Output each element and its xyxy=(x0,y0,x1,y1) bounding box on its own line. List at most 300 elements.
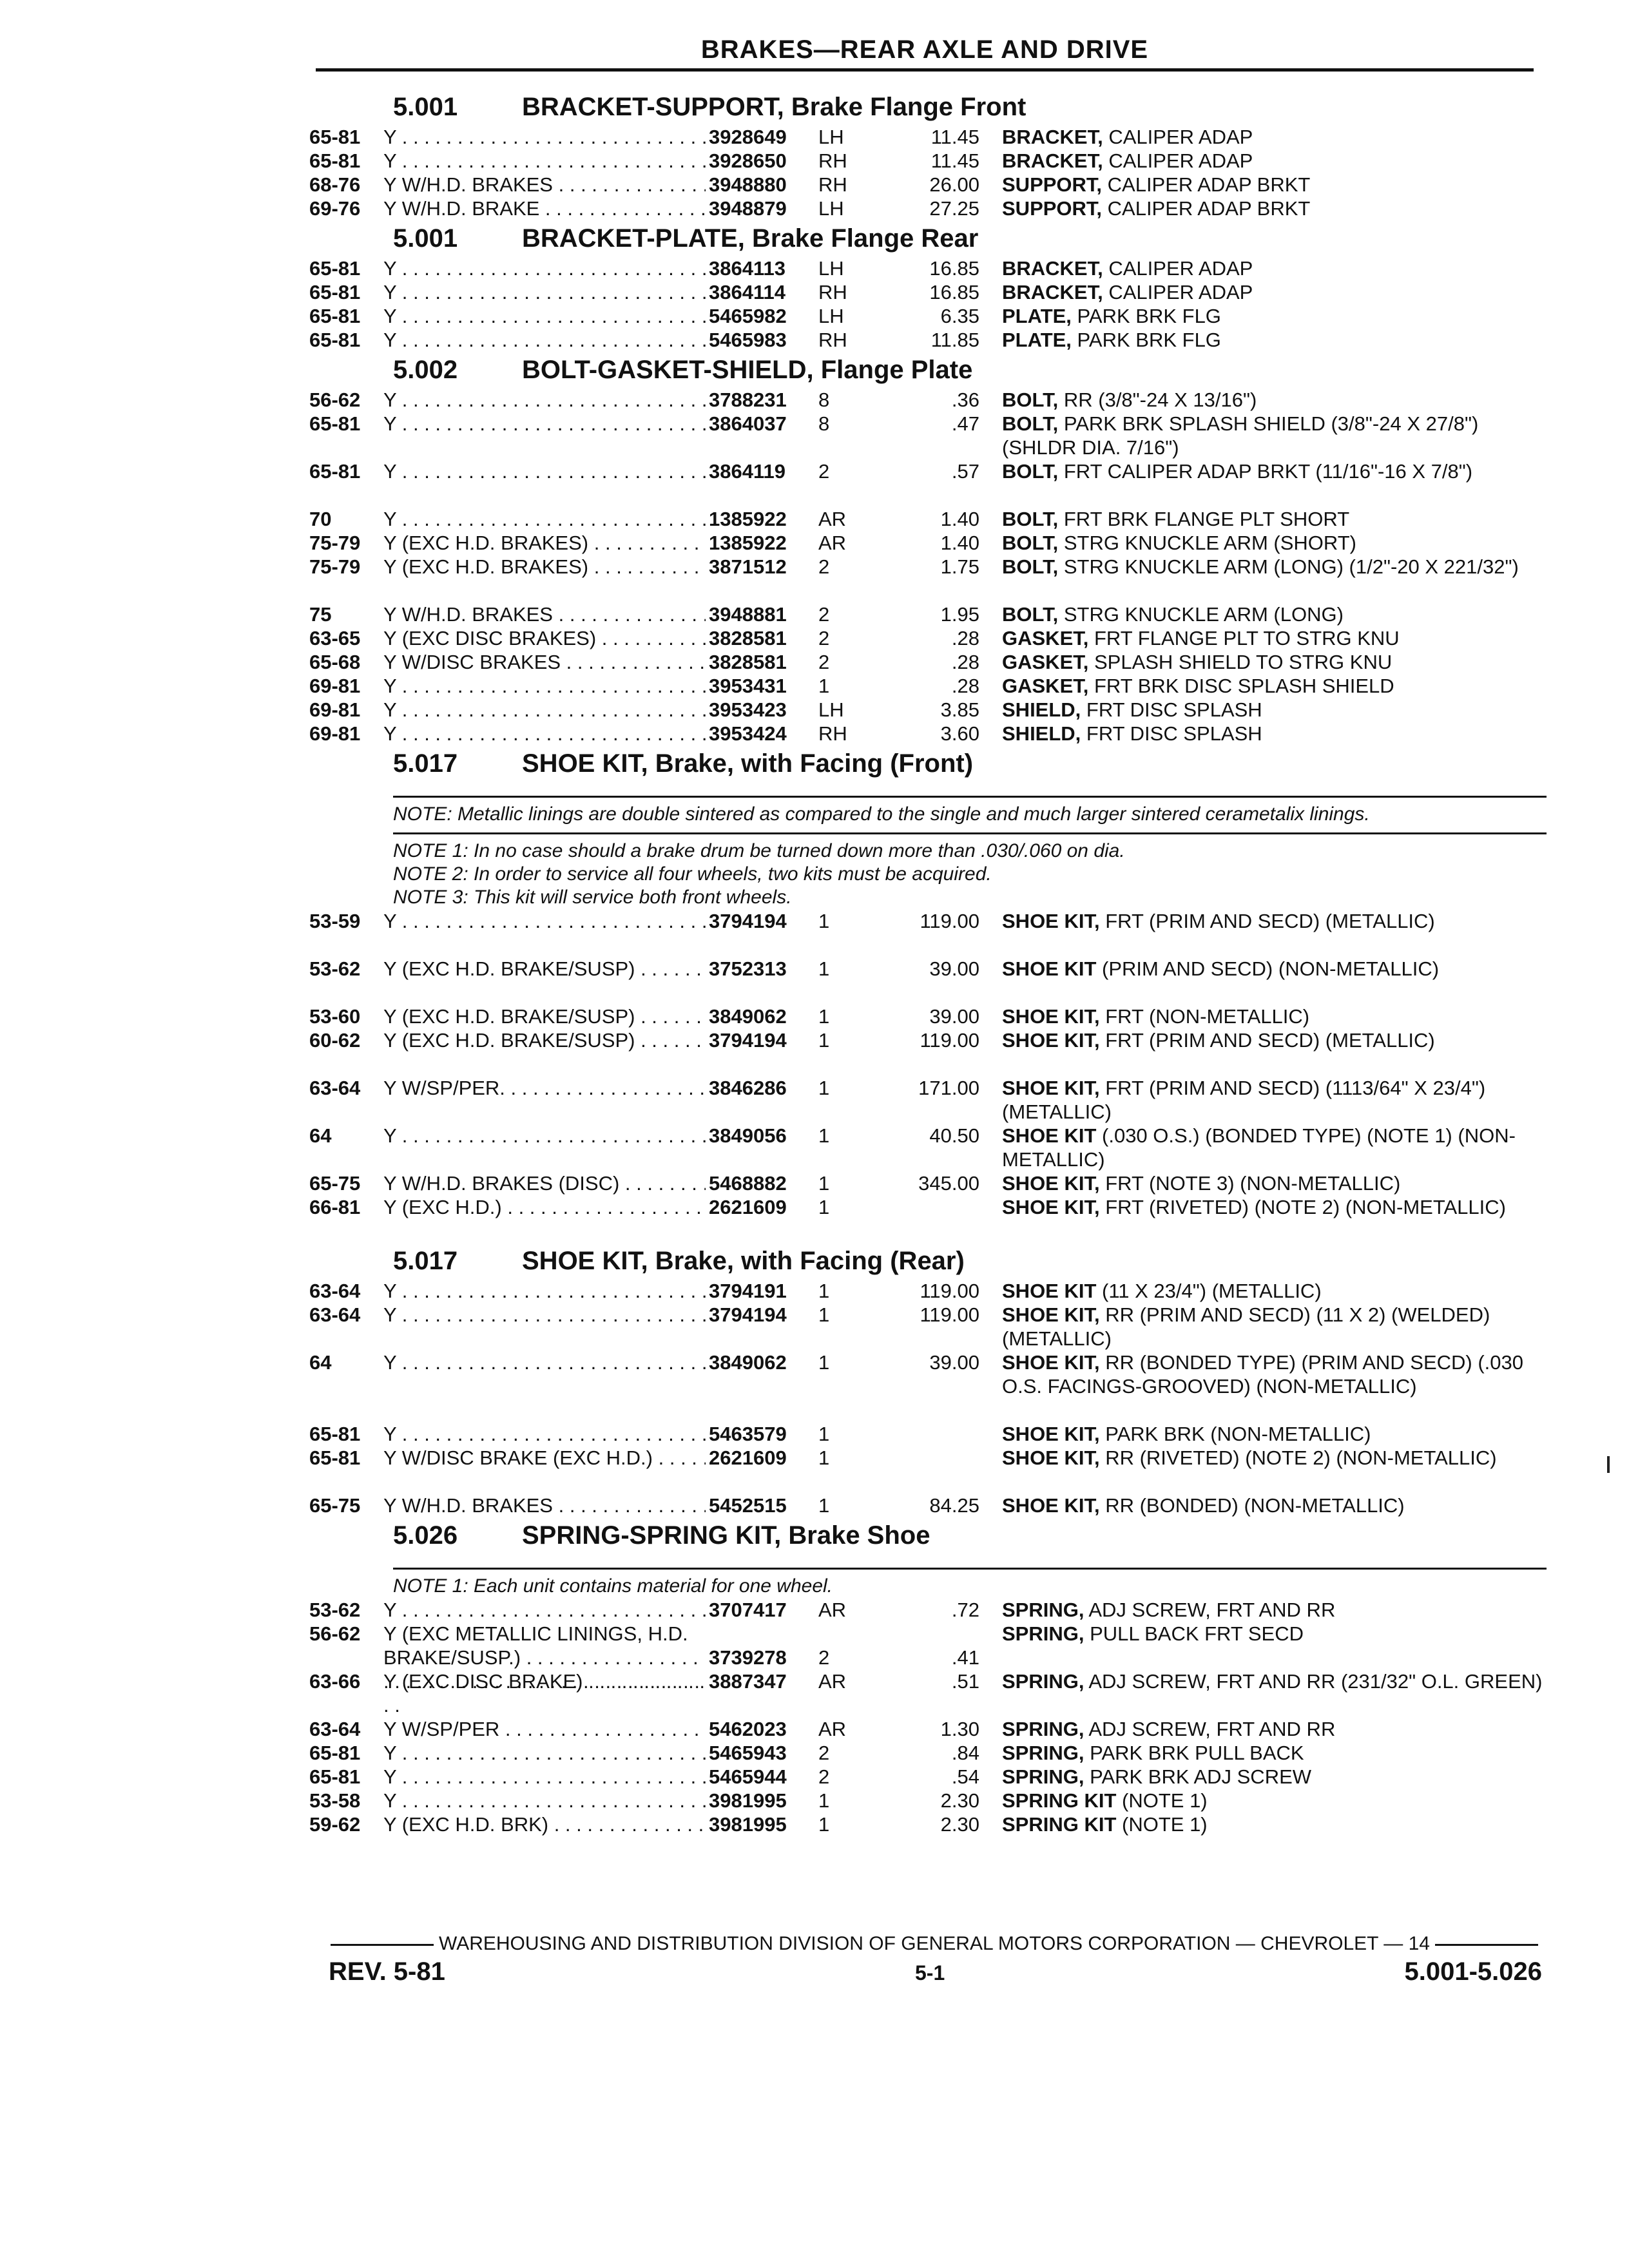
price: 11.45 xyxy=(930,126,979,148)
part-number: 3953431 xyxy=(709,674,818,698)
table-row xyxy=(309,1494,1547,1517)
description xyxy=(1002,125,1547,149)
quantity: 8 xyxy=(818,389,830,411)
table-row xyxy=(309,173,1547,197)
application: Y (EXC H.D.) . . . xyxy=(383,1195,706,1219)
description xyxy=(1002,1789,1547,1812)
description-keyword: SHOE KIT, xyxy=(1002,1005,1100,1028)
model-years: 63-64 xyxy=(309,1280,361,1302)
table-row xyxy=(309,555,1547,602)
price: 1.30 xyxy=(940,1718,979,1740)
quantity: 1 xyxy=(818,1077,830,1099)
table-row xyxy=(309,957,1547,1004)
section-number: 5.026 xyxy=(393,1521,458,1550)
quantity: 1 xyxy=(818,1813,830,1836)
description-keyword: SHOE KIT, xyxy=(1002,1172,1100,1195)
part-number: 3948879 xyxy=(709,197,818,220)
application: Y W/H.D. BRAKES . . . xyxy=(383,173,706,197)
model-years: 69-81 xyxy=(309,722,361,745)
table-row xyxy=(309,674,1547,698)
model-years: 63-64 xyxy=(309,1718,361,1740)
price: .28 xyxy=(951,651,979,673)
description-keyword: SHOE KIT, xyxy=(1002,910,1100,932)
model-years: 56-62 xyxy=(309,389,361,411)
margin-mark xyxy=(1607,1456,1610,1473)
price: 3.85 xyxy=(940,698,979,721)
model-years: 65-81 xyxy=(309,1765,361,1788)
description-text: (PRIM AND SECD) (NON-METALLIC) xyxy=(1096,957,1440,980)
table-row xyxy=(309,650,1547,674)
part-number: 3864114 xyxy=(709,280,818,304)
description-text: PARK BRK FLG xyxy=(1071,329,1221,351)
description-text: FRT (NOTE 3) (NON-METALLIC) xyxy=(1099,1172,1401,1195)
table-row xyxy=(309,909,1547,957)
quantity: LH xyxy=(818,257,844,280)
part-number: 3707417 xyxy=(709,1598,818,1622)
description-keyword: SPRING KIT xyxy=(1002,1789,1117,1812)
description xyxy=(1002,388,1547,412)
description-text: PARK BRK PULL BACK xyxy=(1084,1742,1304,1764)
description xyxy=(1002,328,1547,352)
part-number: 3794191 xyxy=(709,1279,818,1303)
description-text: PARK BRK SPLASH SHIELD (3/8"-24 X 27/8") (SHLDR DIA. 7/16") xyxy=(1002,412,1479,459)
description xyxy=(1002,1812,1547,1836)
table-row xyxy=(309,256,1547,280)
part-number: 3948881 xyxy=(709,602,818,626)
description-keyword: SUPPORT, xyxy=(1002,173,1103,196)
table-row xyxy=(309,149,1547,173)
description-keyword: BOLT, xyxy=(1002,508,1059,530)
description-text: CALIPER ADAP xyxy=(1103,149,1253,172)
part-number: 3928649 xyxy=(709,125,818,149)
description xyxy=(1002,957,1547,981)
model-years: 65-81 xyxy=(309,460,361,483)
application: Y . . . xyxy=(383,1303,706,1327)
quantity: RH xyxy=(818,281,847,303)
description-keyword: SPRING, xyxy=(1002,1765,1084,1788)
description-text: PARK BRK FLG xyxy=(1071,305,1221,327)
application: Y . . . xyxy=(383,1422,706,1446)
description-text: CALIPER ADAP xyxy=(1103,126,1253,148)
application: Y (EXC H.D. BRAKE/SUSP) . . . xyxy=(383,957,706,981)
footer-rule-left xyxy=(331,1944,434,1946)
description-keyword: SHOE KIT xyxy=(1002,1124,1097,1147)
part-number: 3871512 xyxy=(709,555,818,579)
table-row xyxy=(309,1422,1547,1446)
description xyxy=(1002,173,1547,197)
application: Y . . . xyxy=(383,459,706,483)
description xyxy=(1002,1124,1547,1171)
section-number: 5.001 xyxy=(393,93,458,121)
quantity: AR xyxy=(818,508,847,530)
description-keyword: BRACKET, xyxy=(1002,281,1103,303)
price: .36 xyxy=(951,389,979,411)
description-text: FRT (PRIM AND SECD) (METALLIC) xyxy=(1099,1029,1435,1052)
description-text: CALIPER ADAP xyxy=(1103,257,1253,280)
description-text: FRT BRK FLANGE PLT SHORT xyxy=(1058,508,1350,530)
application: Y . . . xyxy=(383,1124,706,1148)
application: Y . . . xyxy=(383,412,706,436)
section-number: 5.002 xyxy=(393,356,458,384)
description-keyword: BRACKET, xyxy=(1002,257,1103,280)
quantity: 1 xyxy=(818,1172,830,1195)
model-years: 65-81 xyxy=(309,281,361,303)
model-years: 65-81 xyxy=(309,412,361,435)
price: 39.00 xyxy=(929,1005,979,1028)
part-number: 3849062 xyxy=(709,1004,818,1028)
part-number: 3794194 xyxy=(709,1028,818,1052)
part-number: 3887347 xyxy=(709,1669,818,1693)
application: Y . . . xyxy=(383,722,706,745)
description xyxy=(1002,149,1547,173)
description-text: FRT (PRIM AND SECD) (METALLIC) xyxy=(1099,910,1435,932)
description xyxy=(1002,459,1547,483)
quantity: 1 xyxy=(818,1351,830,1374)
description xyxy=(1002,412,1547,459)
section-title xyxy=(309,745,1547,782)
application: Y . . . xyxy=(383,698,706,722)
table-row xyxy=(309,602,1547,626)
table-row xyxy=(309,1622,1547,1669)
section-note: NOTE 2: In order to service all four wheels, two kits must be acquired. xyxy=(393,863,992,885)
application: Y . . . xyxy=(383,328,706,352)
application: Y W/DISC BRAKES . . . xyxy=(383,650,706,674)
table-row xyxy=(309,1446,1547,1494)
description-text: (NOTE 1) xyxy=(1116,1789,1208,1812)
quantity: 1 xyxy=(818,1280,830,1302)
application: Y (EXC H.D. BRAKES) . . . xyxy=(383,531,706,555)
part-number: 5462023 xyxy=(709,1717,818,1741)
table-row xyxy=(309,1303,1547,1350)
application: Y (EXC DISC BRAKE) . . . xyxy=(383,1669,706,1693)
table-row xyxy=(309,1598,1547,1622)
model-years: 69-81 xyxy=(309,698,361,721)
model-years: 65-68 xyxy=(309,651,361,673)
price: 26.00 xyxy=(929,173,979,196)
table-row xyxy=(309,626,1547,650)
description-text: (11 X 23/4") (METALLIC) xyxy=(1096,1280,1322,1302)
application: Y . . . xyxy=(383,674,706,698)
table-row xyxy=(309,197,1547,220)
application: Y . . . xyxy=(383,125,706,149)
part-number: 3828581 xyxy=(709,650,818,674)
model-years: 69-81 xyxy=(309,675,361,697)
footer-section-range: 5.001-5.026 xyxy=(1404,1957,1542,1986)
section-name: BRACKET-SUPPORT, Brake Flange Front xyxy=(522,93,1027,121)
description xyxy=(1002,722,1547,745)
section-note: NOTE 3: This kit will service both front wheels. xyxy=(393,887,792,908)
section-name: BOLT-GASKET-SHIELD, Flange Plate xyxy=(522,356,973,384)
price: 39.00 xyxy=(929,1351,979,1374)
application: Y W/H.D. BRAKE . . . xyxy=(383,197,706,220)
price: .57 xyxy=(951,460,979,483)
part-number: 3864119 xyxy=(709,459,818,483)
part-number: 3752313 xyxy=(709,957,818,981)
description xyxy=(1002,1350,1547,1398)
application: Y . . . xyxy=(383,1765,706,1789)
model-years: 53-59 xyxy=(309,910,361,932)
quantity: 2 xyxy=(818,460,830,483)
part-number: 3953424 xyxy=(709,722,818,745)
description xyxy=(1002,650,1547,674)
model-years: 65-81 xyxy=(309,257,361,280)
note-rule xyxy=(393,1568,1547,1570)
price: 1.40 xyxy=(940,532,979,554)
model-years: 65-81 xyxy=(309,305,361,327)
quantity: 1 xyxy=(818,1494,830,1517)
price: .54 xyxy=(951,1765,979,1788)
part-number: 3849056 xyxy=(709,1124,818,1148)
description xyxy=(1002,1494,1547,1517)
description-keyword: SPRING KIT xyxy=(1002,1813,1117,1836)
table-row xyxy=(309,388,1547,412)
description-keyword: GASKET, xyxy=(1002,627,1089,649)
description-keyword: PLATE, xyxy=(1002,329,1072,351)
description-text: CALIPER ADAP xyxy=(1103,281,1253,303)
description-keyword: SPRING, xyxy=(1002,1599,1084,1621)
description-text: STRG KNUCKLE ARM (LONG) (1/2"-20 X 221/32") xyxy=(1058,555,1519,578)
application: Y W/SP/PER. . . . xyxy=(383,1076,706,1100)
description-text: CALIPER ADAP BRKT xyxy=(1102,197,1311,220)
section xyxy=(309,352,1547,745)
description-text: FRT CALIPER ADAP BRKT (11/16"-16 X 7/8") xyxy=(1058,460,1473,483)
quantity: 1 xyxy=(818,910,830,932)
description-keyword: SHOE KIT, xyxy=(1002,1423,1100,1445)
description-keyword: GASKET, xyxy=(1002,651,1089,673)
description xyxy=(1002,1422,1547,1446)
description-text: PARK BRK (NON-METALLIC) xyxy=(1099,1423,1371,1445)
description-keyword: PLATE, xyxy=(1002,305,1072,327)
description xyxy=(1002,507,1547,531)
application: Y (EXC H.D. BRAKES) . . . xyxy=(383,555,706,579)
description-keyword: SPRING, xyxy=(1002,1742,1084,1764)
description xyxy=(1002,909,1547,933)
quantity: AR xyxy=(818,532,847,554)
footer-division xyxy=(329,1933,1540,1955)
quantity: 1 xyxy=(818,1789,830,1812)
section xyxy=(309,1243,1547,1517)
application: Y (EXC H.D. BRAKE/SUSP) . . . xyxy=(383,1028,706,1052)
footer-revision: REV. 5-81 xyxy=(329,1957,445,1986)
description xyxy=(1002,197,1547,220)
description-keyword: SHOE KIT, xyxy=(1002,1077,1100,1099)
application: Y W/H.D. BRAKES . . . xyxy=(383,602,706,626)
table-row xyxy=(309,1004,1547,1028)
model-years: 63-65 xyxy=(309,627,361,649)
description xyxy=(1002,1076,1547,1124)
part-number: 5452515 xyxy=(709,1494,818,1517)
price: .84 xyxy=(951,1742,979,1764)
table-row xyxy=(309,1076,1547,1124)
description-text: ADJ SCREW, FRT AND RR (231/32" O.L. GREEN) xyxy=(1084,1670,1543,1693)
description-text: RR (PRIM AND SECD) (11 X 2) (WELDED) (METALLIC) xyxy=(1002,1303,1490,1350)
price: 119.00 xyxy=(920,1280,979,1302)
model-years: 66-81 xyxy=(309,1196,361,1218)
part-number: 3828581 xyxy=(709,626,818,650)
price: 2.30 xyxy=(940,1789,979,1812)
model-years: 65-81 xyxy=(309,1423,361,1445)
description-keyword: SPRING, xyxy=(1002,1670,1084,1693)
footer-division-text: WAREHOUSING AND DISTRIBUTION DIVISION OF GENERAL MOTORS CORPORATION — CHEVROLET — 14 xyxy=(439,1933,1430,1954)
application: Y W/H.D. BRAKES (DISC) . . . xyxy=(383,1171,706,1195)
part-number: 3981995 xyxy=(709,1789,818,1812)
table-row xyxy=(309,280,1547,304)
section-note: NOTE 1: In no case should a brake drum be turned down more than .030/.060 on dia. xyxy=(393,840,1125,861)
price: 16.85 xyxy=(929,281,979,303)
description-text: FRT (PRIM AND SECD) (1113/64" X 23/4") (METALLIC) xyxy=(1002,1077,1486,1123)
table-row xyxy=(309,531,1547,555)
application: Y . . . xyxy=(383,280,706,304)
quantity: 1 xyxy=(818,1005,830,1028)
description xyxy=(1002,1004,1547,1028)
model-years: 65-75 xyxy=(309,1494,361,1517)
quantity: LH xyxy=(818,698,844,721)
quantity: AR xyxy=(818,1599,847,1621)
part-number: 1385922 xyxy=(709,531,818,555)
description xyxy=(1002,1717,1547,1741)
part-number: 3928650 xyxy=(709,149,818,173)
model-years: 63-64 xyxy=(309,1303,361,1326)
part-number: 3739278 xyxy=(709,1646,818,1669)
model-years: 65-81 xyxy=(309,126,361,148)
description-text: RR (BONDED TYPE) (PRIM AND SECD) (.030 O.S. FACINGS-GROOVED) (NON-METALLIC) xyxy=(1002,1351,1524,1398)
price: 1.95 xyxy=(940,603,979,626)
section xyxy=(309,220,1547,352)
application: Y . . . xyxy=(383,1279,706,1303)
table-row xyxy=(309,459,1547,507)
description-keyword: SHOE KIT xyxy=(1002,1280,1097,1302)
quantity: 2 xyxy=(818,603,830,626)
description-text: FRT (NON-METALLIC) xyxy=(1099,1005,1310,1028)
page-title: BRAKES—REAR AXLE AND DRIVE xyxy=(700,35,1149,64)
model-years: 63-64 xyxy=(309,1077,361,1099)
table-row xyxy=(309,507,1547,531)
price: 27.25 xyxy=(929,197,979,220)
section-note: NOTE 1: Each unit contains material for one wheel. xyxy=(393,1575,833,1597)
application: Y . . . xyxy=(383,507,706,531)
description xyxy=(1002,531,1547,555)
model-years: 68-76 xyxy=(309,173,361,196)
price: 3.60 xyxy=(940,722,979,745)
section-title xyxy=(309,352,1547,388)
model-years: 70 xyxy=(309,508,332,530)
model-years: 53-58 xyxy=(309,1789,361,1812)
application: Y (EXC DISC BRAKES) . . . xyxy=(383,626,706,650)
description xyxy=(1002,280,1547,304)
quantity: 2 xyxy=(818,651,830,673)
description-keyword: BRACKET, xyxy=(1002,149,1103,172)
quantity: RH xyxy=(818,173,847,196)
table-row xyxy=(309,1789,1547,1812)
price: 119.00 xyxy=(920,1029,979,1052)
description xyxy=(1002,1195,1547,1219)
quantity: 1 xyxy=(818,1423,830,1445)
description-keyword: SHOE KIT xyxy=(1002,957,1097,980)
part-number: 5465982 xyxy=(709,304,818,328)
price: .47 xyxy=(951,412,979,435)
part-number: 5463579 xyxy=(709,1422,818,1446)
price: .41 xyxy=(951,1646,979,1669)
description-keyword: BRACKET, xyxy=(1002,126,1103,148)
price: 345.00 xyxy=(918,1172,979,1195)
price: 1.75 xyxy=(940,555,979,578)
table-row xyxy=(309,125,1547,149)
description-keyword: SHIELD, xyxy=(1002,698,1081,721)
description xyxy=(1002,1622,1547,1646)
application: Y (EXC H.D. BRK) . . . xyxy=(383,1812,706,1836)
price: 2.30 xyxy=(940,1813,979,1836)
section-name: SHOE KIT, Brake, with Facing (Rear) xyxy=(522,1247,965,1275)
description-text: SPLASH SHIELD TO STRG KNU xyxy=(1088,651,1393,673)
description-text: CALIPER ADAP BRKT xyxy=(1102,173,1311,196)
application: Y W/SP/PER . . . xyxy=(383,1717,706,1741)
model-years: 53-62 xyxy=(309,957,361,980)
part-number: 3948880 xyxy=(709,173,818,197)
table-row xyxy=(309,722,1547,745)
section-name: SPRING-SPRING KIT, Brake Shoe xyxy=(522,1521,930,1550)
description xyxy=(1002,1028,1547,1052)
price: .72 xyxy=(951,1599,979,1621)
description-text: RR (3/8"-24 X 13/16") xyxy=(1058,389,1257,411)
application: Y . . . xyxy=(383,388,706,412)
description-text: FRT BRK DISC SPLASH SHIELD xyxy=(1088,675,1394,697)
page-header xyxy=(316,35,1534,72)
description-text: STRG KNUCKLE ARM (LONG) xyxy=(1058,603,1344,626)
description xyxy=(1002,1765,1547,1789)
description xyxy=(1002,674,1547,698)
model-years: 65-81 xyxy=(309,329,361,351)
table-row xyxy=(309,1765,1547,1789)
quantity: 1 xyxy=(818,1196,830,1218)
model-years: 75-79 xyxy=(309,555,361,578)
table-row xyxy=(309,1124,1547,1171)
description-text: (.030 O.S.) (BONDED TYPE) (NOTE 1) (NON-METALLIC) xyxy=(1002,1124,1516,1171)
quantity: RH xyxy=(818,149,847,172)
description xyxy=(1002,1279,1547,1303)
table-row xyxy=(309,1028,1547,1076)
section xyxy=(309,89,1547,220)
model-years: 59-62 xyxy=(309,1813,361,1836)
price: 16.85 xyxy=(929,257,979,280)
description-text: ADJ SCREW, FRT AND RR xyxy=(1084,1718,1336,1740)
table-row xyxy=(309,328,1547,352)
table-row xyxy=(309,1195,1547,1243)
part-number: 3981995 xyxy=(709,1812,818,1836)
description xyxy=(1002,1303,1547,1350)
description-text: (NOTE 1) xyxy=(1116,1813,1208,1836)
quantity: 1 xyxy=(818,1029,830,1052)
part-number: 1385922 xyxy=(709,507,818,531)
model-years: 60-62 xyxy=(309,1029,361,1052)
model-years: 64 xyxy=(309,1124,332,1147)
model-years: 64 xyxy=(309,1351,332,1374)
application: Y . . . xyxy=(383,909,706,933)
section-title xyxy=(309,89,1547,125)
description-keyword: BOLT, xyxy=(1002,532,1059,554)
quantity: 1 xyxy=(818,1124,830,1147)
section-number: 5.001 xyxy=(393,224,458,253)
description-text: FRT FLANGE PLT TO STRG KNU xyxy=(1088,627,1400,649)
model-years: 53-62 xyxy=(309,1599,361,1621)
price: .28 xyxy=(951,627,979,649)
table-row xyxy=(309,1812,1547,1836)
section-name: SHOE KIT, Brake, with Facing (Front) xyxy=(522,749,974,778)
price: 119.00 xyxy=(920,1303,979,1326)
quantity: 1 xyxy=(818,675,830,697)
section xyxy=(309,1517,1547,1836)
table-row xyxy=(309,1741,1547,1765)
table-row xyxy=(309,412,1547,459)
